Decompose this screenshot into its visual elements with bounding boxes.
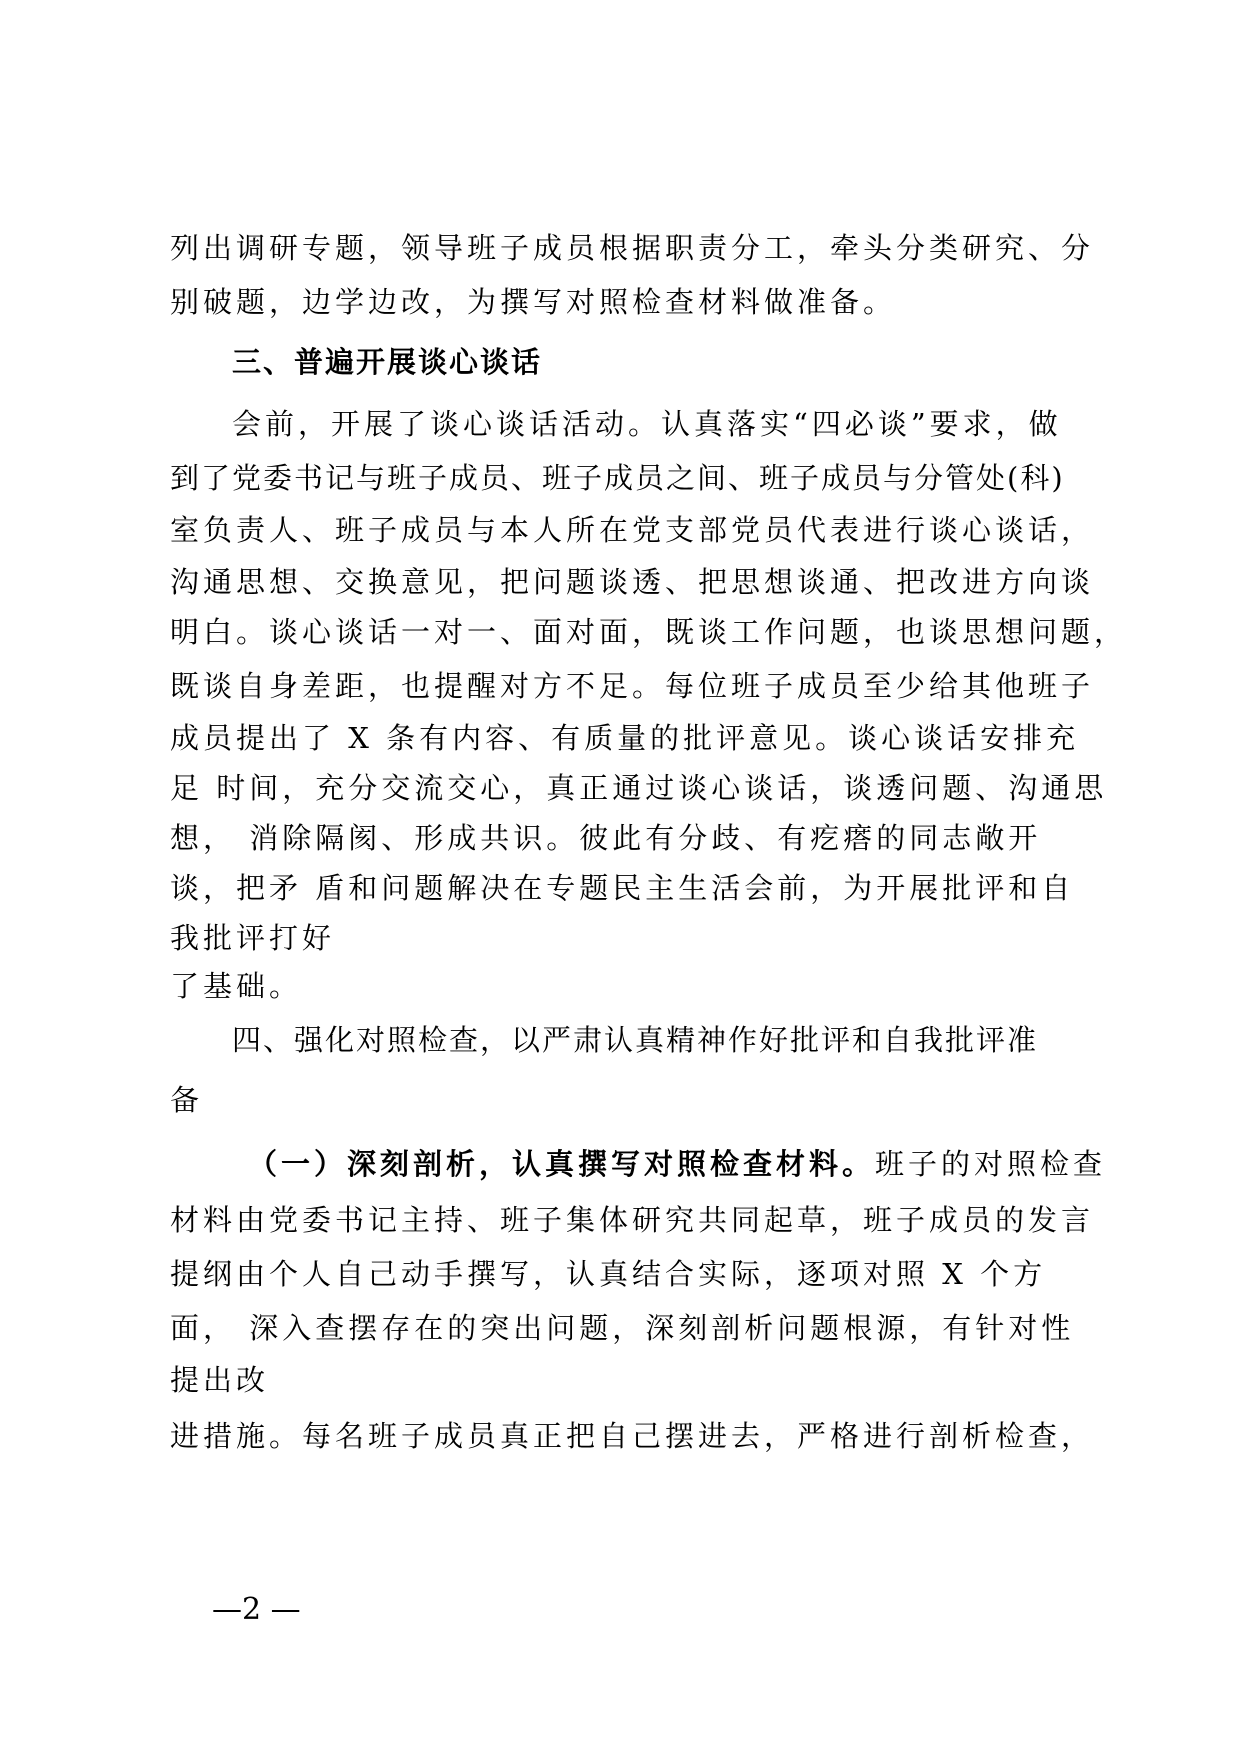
body-text-line: 沟通思想、交换意见，把问题谈透、把思想谈通、把改进方向谈 (170, 565, 1095, 599)
body-text-line: 既谈自身差距，也提醒对方不足。每位班子成员至少给其他班子 (170, 669, 1095, 703)
body-text-line: 明白。谈心谈话一对一、面对面，既谈工作问题，也谈思想问题， (170, 615, 1128, 649)
section-heading-3: 三、普遍开展谈心谈话 (232, 345, 543, 379)
body-text-line: 列出调研专题，领导班子成员根据职责分工，牵头分类研究、分 (170, 231, 1095, 265)
page-number: —2 — (212, 1592, 301, 1627)
body-text-line: 提纲由个人自己动手撰写，认真结合实际，逐项对照 X 个方 (170, 1257, 1047, 1291)
body-text-line: 提出改 (170, 1363, 270, 1397)
body-text-line: 成员提出了 X 条有内容、有质量的批评意见。谈心谈话安排充 (170, 721, 1080, 755)
subsection-heading-1: （一）深刻剖析，认真撰写对照检查材料。 (248, 1147, 876, 1181)
body-text-line: 到了党委书记与班子成员、班子成员之间、班子成员与分管处(科) (170, 461, 1065, 495)
body-text-line: 了基础。 (170, 969, 303, 1003)
section-heading-4-continued: 备 (170, 1083, 202, 1117)
body-text-line: 我批评打好 (170, 921, 336, 955)
body-text-line: 足 时间，充分交流交心，真正通过谈心谈话，谈透问题、沟通思 (170, 771, 1108, 805)
body-text-line: 谈，把矛 盾和问题解决在专题民主生活会前，为开展批评和自 (170, 871, 1075, 905)
body-text-line: 进措施。每名班子成员真正把自己摆进去，严格进行剖析检查， (170, 1419, 1095, 1453)
body-text-span: 班子的对照检查 (875, 1147, 1107, 1181)
section-heading-4: 四、强化对照检查，以严肃认真精神作好批评和自我批评准 (232, 1023, 1039, 1057)
body-text-line: 会前，开展了谈心谈话活动。认真落实“四必谈”要求，做 (232, 407, 1062, 441)
subsection-paragraph-line (248, 1144, 1106, 1184)
body-text-line: 面， 深入查摆存在的突出问题，深刻剖析问题根源，有针对性 (170, 1311, 1075, 1345)
body-text-line: 材料由党委书记主持、班子集体研究共同起草，班子成员的发言 (170, 1203, 1095, 1237)
body-text-line: 室负责人、班子成员与本人所在党支部党员代表进行谈心谈话， (170, 513, 1095, 547)
body-text-line: 想， 消除隔阂、形成共识。彼此有分歧、有疙瘩的同志敞开 (170, 821, 1042, 855)
body-text-line: 别破题，边学边改，为撰写对照检查材料做准备。 (170, 285, 897, 319)
